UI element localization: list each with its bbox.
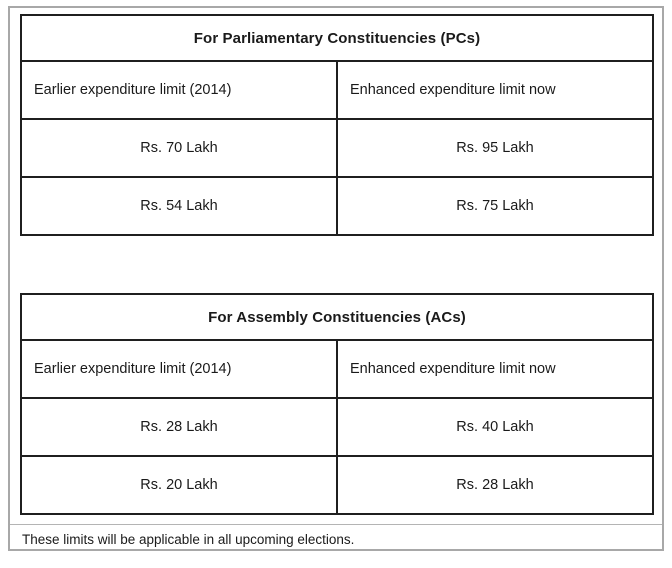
table-row [21, 398, 653, 456]
assembly-row2-earlier-value: Rs. 20 Lakh [21, 456, 337, 514]
tables-area [20, 14, 654, 515]
assembly-row2-enhanced-value: Rs. 28 Lakh [337, 456, 653, 514]
parliamentary-row1-enhanced-value: Rs. 95 Lakh [337, 119, 653, 177]
parliamentary-column-header-earlier: Earlier expenditure limit (2014) [21, 61, 337, 119]
parliamentary-constituencies-table [20, 14, 654, 236]
table-row [21, 456, 653, 514]
assembly-constituencies-table [20, 293, 654, 515]
assembly-column-header-earlier: Earlier expenditure limit (2014) [21, 340, 337, 398]
table-spacer [20, 236, 654, 293]
assembly-column-header-enhanced: Enhanced expenditure limit now [337, 340, 653, 398]
assembly-row1-earlier-value: Rs. 28 Lakh [21, 398, 337, 456]
footnote-text: These limits will be applicable in all upcoming elections. [22, 532, 355, 547]
table-title-row [21, 15, 653, 61]
parliamentary-table-title: For Parliamentary Constituencies (PCs) [21, 15, 653, 61]
table-header-row [21, 340, 653, 398]
table-header-row [21, 61, 653, 119]
assembly-table-title: For Assembly Constituencies (ACs) [21, 294, 653, 340]
parliamentary-row2-earlier-value: Rs. 54 Lakh [21, 177, 337, 235]
parliamentary-column-header-enhanced: Enhanced expenditure limit now [337, 61, 653, 119]
assembly-row1-enhanced-value: Rs. 40 Lakh [337, 398, 653, 456]
footnote-divider [10, 524, 662, 525]
document-frame [8, 6, 664, 551]
table-title-row [21, 294, 653, 340]
parliamentary-row1-earlier-value: Rs. 70 Lakh [21, 119, 337, 177]
parliamentary-row2-enhanced-value: Rs. 75 Lakh [337, 177, 653, 235]
table-row [21, 177, 653, 235]
table-row [21, 119, 653, 177]
